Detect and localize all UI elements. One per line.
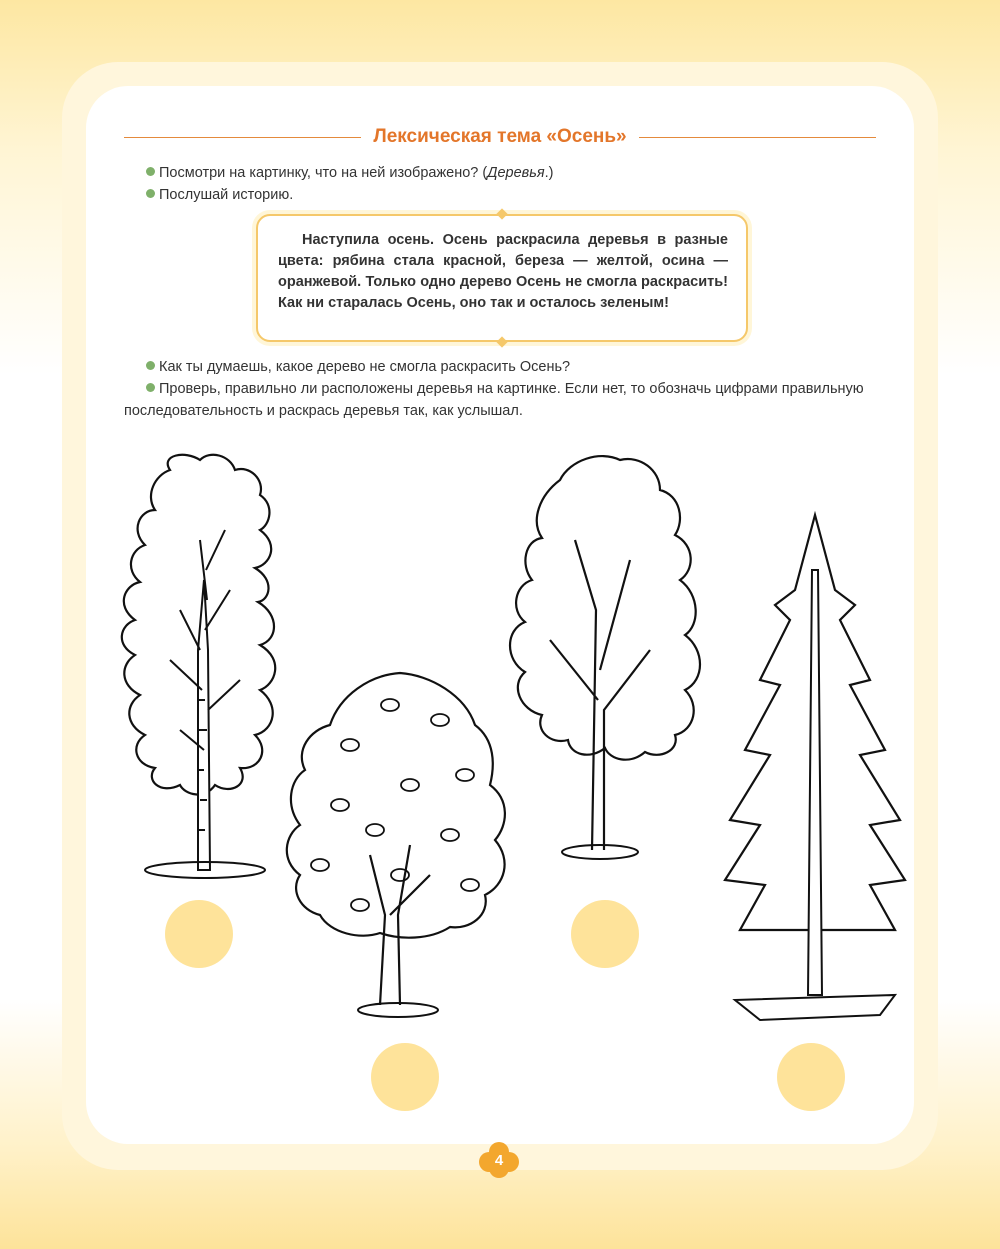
rowan-tree-illustration [280, 665, 520, 1025]
number-circle-3[interactable] [571, 900, 639, 968]
bullet-icon [146, 167, 155, 176]
story-text: Наступила осень. Осень раскрасила деревья в разные цвета: рябина стала красной, береза — желтой, осина — оранжевой. Только одно дерево Осень не смогла раскрасить! Как ни старалась Осень, оно так и осталось зеленым! [278, 232, 728, 311]
spruce-tree-illustration [720, 510, 910, 1030]
bullet-icon [146, 189, 155, 198]
page-title: Лексическая тема «Осень» [373, 126, 627, 147]
instruction-4: Проверь, правильно ли расположены деревья на картинке. Если нет, то обозначь цифрами правильную последовательность и раскрась деревья так, как услышал. [124, 381, 864, 419]
number-circle-4[interactable] [777, 1043, 845, 1111]
title-row [124, 122, 876, 152]
aspen-tree-illustration [500, 450, 720, 870]
title-rule-right [639, 137, 876, 138]
instruction-3: Как ты думаешь, какое дерево не смогла раскрасить Осень? [146, 356, 570, 378]
number-circle-2[interactable] [371, 1043, 439, 1111]
page-number: 4 [494, 1151, 504, 1169]
title-rule-left [124, 137, 361, 138]
birch-tree-illustration [110, 450, 300, 880]
story-box [256, 214, 748, 342]
instruction-2: Послушай историю. [146, 184, 293, 206]
instruction-1: Посмотри на картинку, что на ней изображено? (Деревья.) [146, 162, 553, 184]
bullet-icon [146, 361, 155, 370]
bullet-icon [146, 383, 155, 392]
number-circle-1[interactable] [165, 900, 233, 968]
page-number-badge [477, 1140, 521, 1180]
